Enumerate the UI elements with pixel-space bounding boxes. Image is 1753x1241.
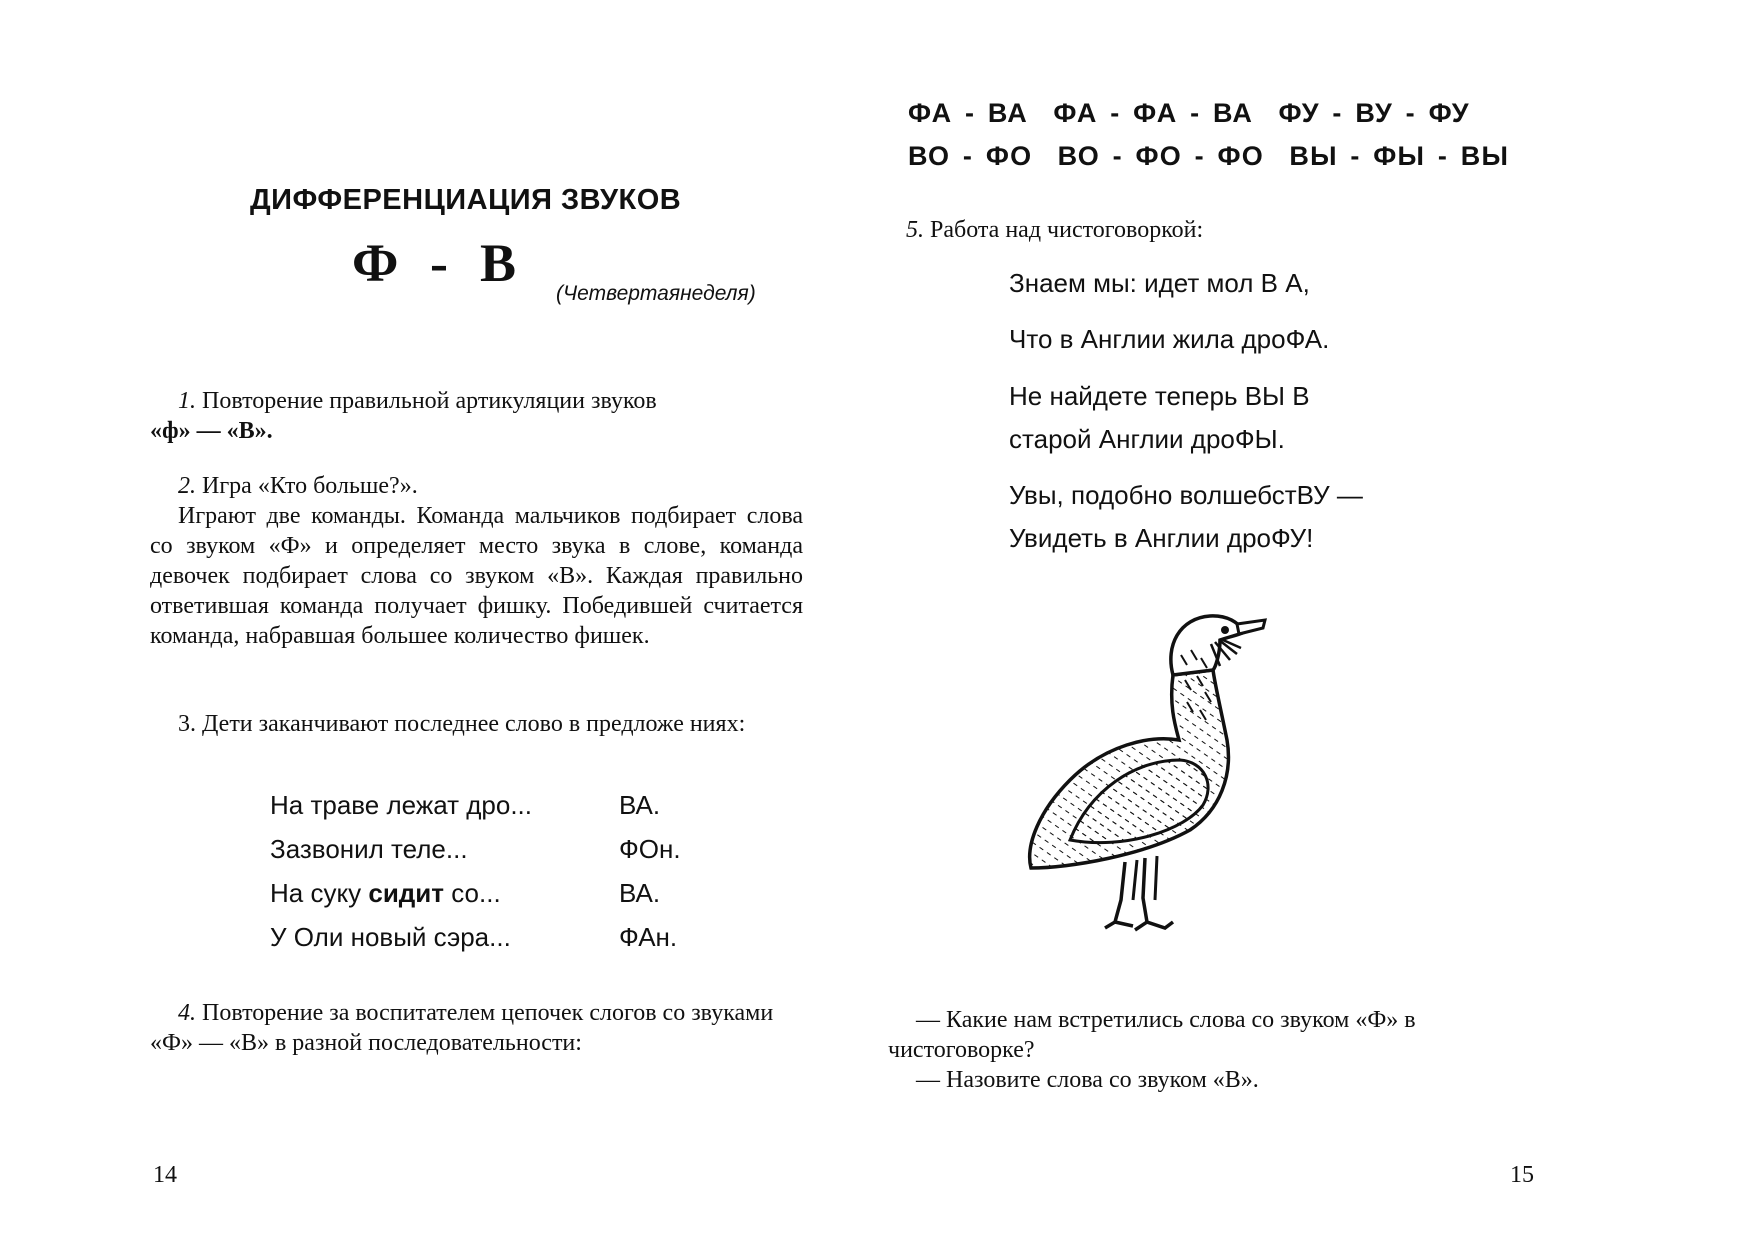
syllable-chain-1: ФА - ВА ФА - ФА - ВА ФУ - ВУ - ФУ xyxy=(908,98,1470,128)
section-title: ДИФФЕРЕНЦИАЦИЯ ЗВУКОВ xyxy=(250,184,682,216)
item-5 xyxy=(906,215,1203,245)
title-dash: - xyxy=(430,233,448,293)
item-4 xyxy=(150,998,803,1058)
poem-line-5: Увы, подобно волшебстВУ — xyxy=(1009,480,1363,510)
item-4-number: 4. xyxy=(178,1000,196,1026)
item-1 xyxy=(150,386,803,446)
poem-line-2: Что в Англии жила дроФА. xyxy=(1009,324,1330,354)
week-subtitle: (Четвертаянеделя) xyxy=(556,282,756,305)
bustard-illustration xyxy=(1015,600,1305,940)
item-3: 3. Дети заканчивают последнее слово в предложе ниях: xyxy=(178,711,746,737)
item-5-text: Работа над чистоговоркой: xyxy=(924,217,1204,243)
item-1-number: 1. xyxy=(178,388,196,414)
answer-2: ФОн. xyxy=(619,834,681,864)
title-letter-v: В xyxy=(480,233,517,293)
answer-3: ВА. xyxy=(619,878,661,908)
answer-1: ВА. xyxy=(619,790,661,820)
item-2-number: 2. xyxy=(178,473,196,499)
item-2-text: Игра «Кто больше?». xyxy=(196,473,418,499)
syllable-chain-2: ВО - ФО ВО - ФО - ФО ВЫ - ФЫ - ВЫ xyxy=(908,141,1510,171)
page-number-left: 14 xyxy=(153,1162,177,1188)
title-letter-f: Ф xyxy=(352,233,399,293)
item-5-number: 5. xyxy=(906,217,924,243)
answer-4: ФАн. xyxy=(619,922,678,952)
item-2-body: Играют две команды. Команда мальчиков подбирает слова со звуком «Ф» и определяет место звука в слове, команда девочек подбирает слова со звуком «В». Каждая правильно ответившая команда получает фишку. Победившей считается команда, набравшая большее количество фишек. xyxy=(150,503,803,649)
question-1: — Какие нам встретились слова со звуком «Ф» в чистоговорке? xyxy=(888,1007,1416,1063)
item-1-text: Повторение правильной артикуляции звуков xyxy=(196,388,657,414)
sentence-4: У Оли новый сэра... xyxy=(270,922,511,952)
poem-line-6: Увидеть в Англии дроФУ! xyxy=(1009,523,1314,553)
poem-line-1: Знаем мы: идет мол В А, xyxy=(1009,268,1310,298)
sentence-3: На суку сидит со... xyxy=(270,878,501,908)
item-4-text: Повторение за воспитателем цепочек слогов со звуками «Ф» — «В» в разной последовательности: xyxy=(150,1000,774,1056)
question-2: — Назовите слова со звуком «В». xyxy=(916,1067,1259,1093)
item-1-bold: «ф» — «В». xyxy=(150,418,273,444)
poem-line-4: старой Англии дроФЫ. xyxy=(1009,424,1285,454)
sentence-1: На траве лежат дро... xyxy=(270,790,533,820)
sentence-2: Зазвонил теле... xyxy=(270,834,468,864)
item-2 xyxy=(150,471,803,651)
page-number-right: 15 xyxy=(1510,1162,1534,1188)
poem-line-3: Не найдете теперь ВЫ В xyxy=(1009,381,1310,411)
